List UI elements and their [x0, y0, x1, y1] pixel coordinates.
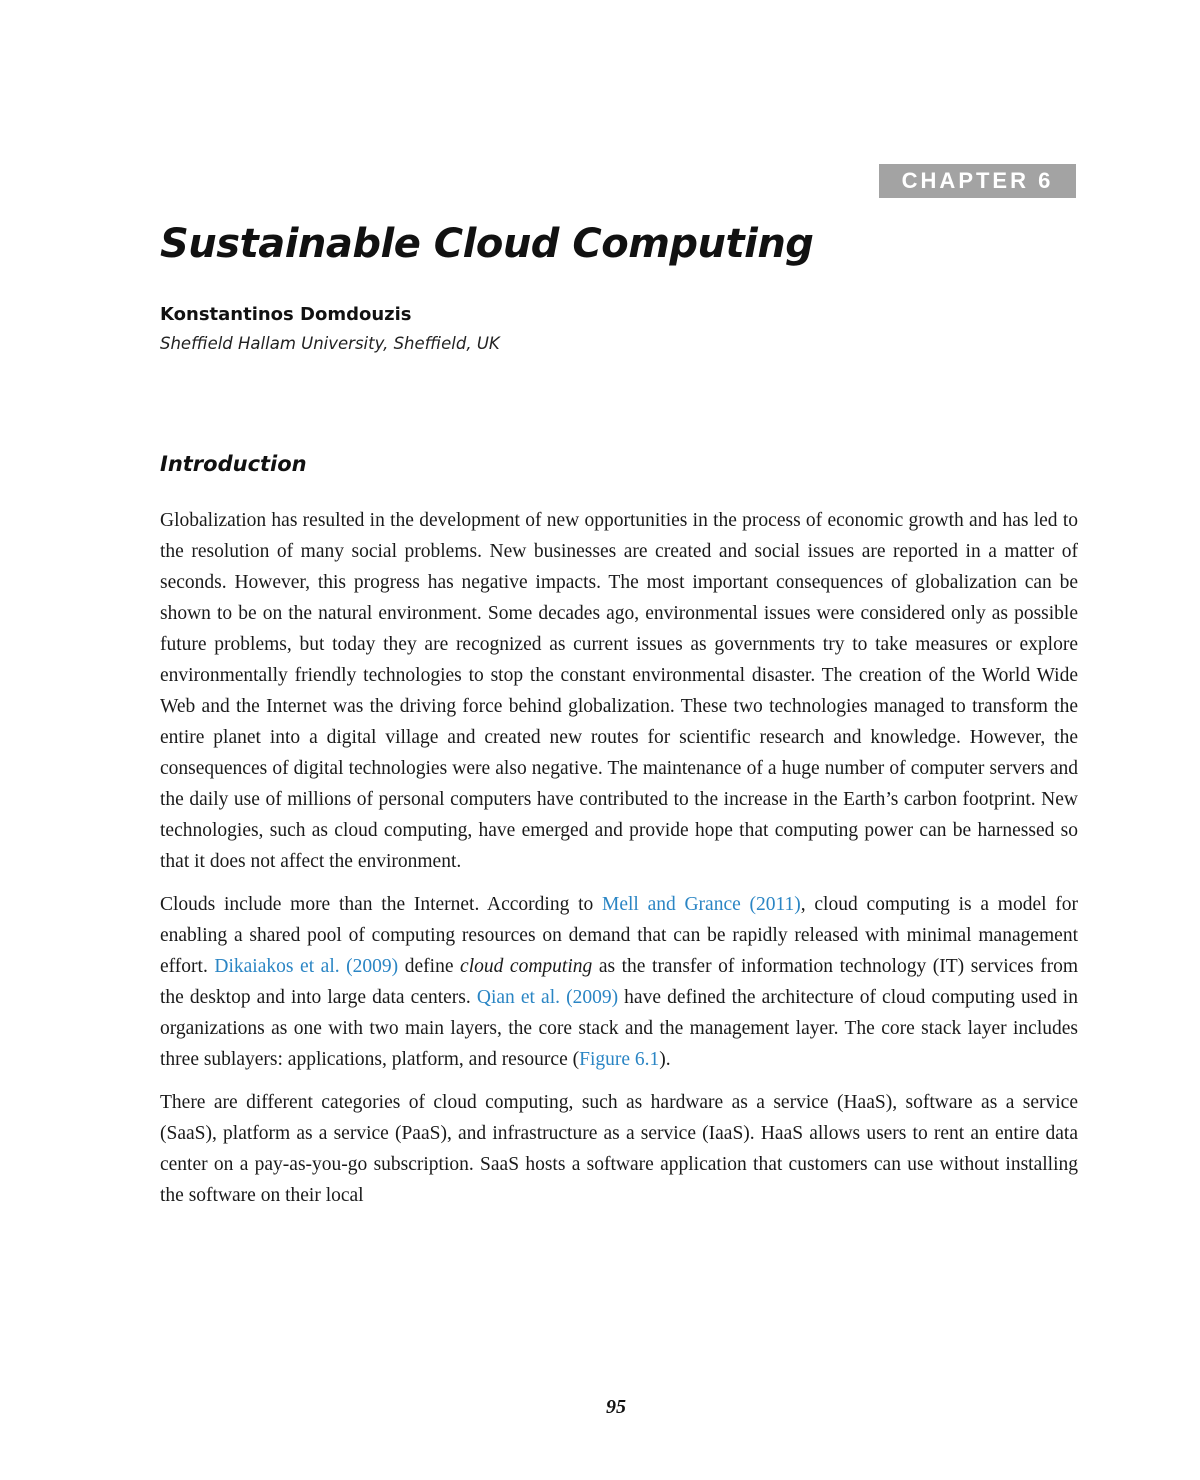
- chapter-label: CHAPTER 6: [879, 164, 1076, 198]
- section-heading-introduction: Introduction: [160, 452, 307, 476]
- author-block: [160, 301, 500, 359]
- paragraph-2-text-6: ).: [659, 1049, 671, 1070]
- paragraph-3: There are different categories of cloud computing, such as hardware as a service (HaaS), software as a service (SaaS), platform as a service (PaaS), and infrastructure as a service (IaaS). HaaS allows users to rent an entire data center on a pay-as-you-go subscription. SaaS hosts a software application that customers can use without installing the software on their local: [160, 1092, 1078, 1206]
- paragraph-1: Globalization has resulted in the development of new opportunities in the process of economic growth and has led to the resolution of many social problems. New businesses are created and social issues are reported in a matter of seconds. However, this progress has negative impacts. The most important consequences of globalization can be shown to be on the natural environment. Some decades ago, environmental issues were considered only as possible future problems, but today they are recognized as current issues as governments try to take measures or explore environmentally friendly technologies to stop the constant environmental disaster. The creation of the World Wide Web and the Internet was the driving force behind globalization. These two technologies managed to transform the entire planet into a digital village and created new routes for scientific research and knowledge. However, the consequences of digital technologies were also negative. The maintenance of a huge number of computer servers and the daily use of millions of personal computers have contributed to the increase in the Earth’s carbon footprint. New technologies, such as cloud computing, have emerged and provide hope that computing power can be harnessed so that it does not affect the environment.: [160, 510, 1078, 872]
- chapter-title: Sustainable Cloud Computing: [160, 221, 814, 267]
- paragraph-2-text-3: define: [398, 956, 461, 977]
- paragraph-2-text-5: have defined the architecture of cloud computing used in organizations as one with two main layers, the core stack and the management layer. The core stack layer includes three sublayers: applications, platform, and resource (: [160, 987, 1078, 1070]
- figure-6-1-link[interactable]: Figure 6.1: [579, 1049, 660, 1070]
- citation-qian-link[interactable]: Qian et al. (2009): [476, 987, 619, 1008]
- author-name: Konstantinos Domdouzis: [160, 304, 412, 325]
- body-text: [160, 505, 1078, 1223]
- citation-mell-grance-link[interactable]: Mell and Grance (2011): [602, 894, 801, 915]
- page-number: 95: [606, 1396, 626, 1418]
- paragraph-2-emphasis: cloud computing: [460, 956, 593, 977]
- paragraph-2-text-4: as the transfer of information technology (IT) services from the desktop and into large data centers.: [160, 956, 1079, 1008]
- citation-dikaiakos-link[interactable]: Dikaiakos et al. (2009): [214, 956, 399, 977]
- paragraph-2-text-1: Clouds include more than the Internet. According to: [160, 894, 602, 915]
- paragraph-2: [160, 889, 1078, 1075]
- paragraph-2-text-2: , cloud computing is a model for enabling a shared pool of computing resources on demand that can be rapidly released with minimal management effort.: [160, 894, 1078, 977]
- author-affiliation: Sheffield Hallam University, Sheffield, UK: [160, 334, 500, 353]
